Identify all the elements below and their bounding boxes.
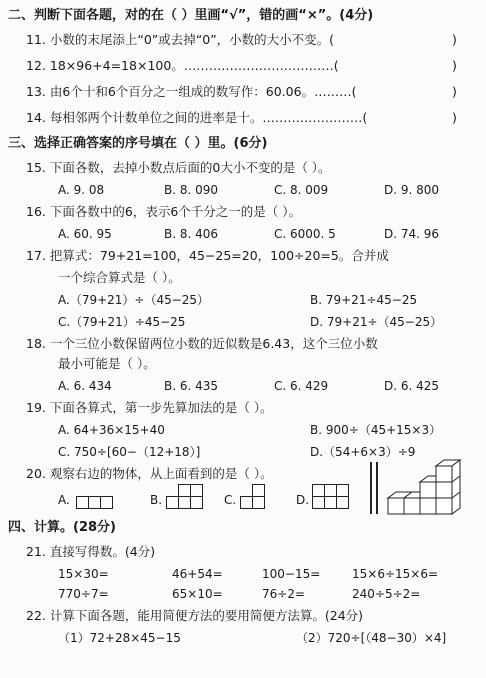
q18-text: 一个三位小数保留两位小数的近似数是6.43，这个三位小数 (49, 336, 378, 351)
cube-stack-figure (386, 460, 482, 518)
q17-number: 17. (26, 248, 46, 263)
q19-option-d[interactable]: D.（54+6×3）÷9 (310, 445, 416, 459)
q11-number: 11. (26, 32, 46, 47)
q17-text-line2: 一个综合算式是（ ）。 (58, 270, 181, 285)
q16-option-c[interactable]: C. 6000. 5 (274, 227, 336, 241)
q19-option-b[interactable]: B. 900÷（45+15×3） (310, 423, 442, 437)
q14-number: 14. (26, 110, 46, 125)
q18-text-line2: 最小可能是（ ）。 (58, 356, 156, 371)
q13-text: 由6个十和6个百分之一组成的数写作：60.06。………( (49, 84, 357, 99)
q17 (26, 248, 389, 264)
q20-option-d[interactable]: D. (296, 493, 310, 507)
q17-option-b[interactable]: B. 79+21÷45−25 (310, 293, 418, 307)
q21-r2-c1[interactable]: 770÷7= (58, 587, 109, 601)
q20-option-b-grid-icon (166, 484, 226, 512)
q20-option-a-grid-icon (76, 490, 136, 510)
q21-r1-c3[interactable]: 100−15= (262, 567, 321, 581)
q22-part-2[interactable]: （2）720÷[（48−30）×4] (296, 631, 447, 645)
q16-number: 16. (26, 204, 46, 219)
q15-option-a[interactable]: A. 9. 08 (58, 183, 105, 197)
q11 (26, 32, 334, 48)
q13 (26, 84, 356, 100)
q18-number: 18. (26, 336, 46, 351)
q21-r1-c1[interactable]: 15×30= (58, 567, 109, 581)
q19-text: 下面各算式，第一步先算加法的是（ ）。 (49, 400, 273, 415)
q21 (26, 544, 155, 560)
q19-option-a[interactable]: A. 64+36×15+40 (58, 423, 165, 437)
q15-option-c[interactable]: C. 8. 009 (274, 183, 329, 197)
q20 (26, 466, 273, 482)
q18-option-a[interactable]: A. 6. 434 (58, 379, 112, 393)
q14-text: 每相邻两个计数单位之间的进率是十。……………………( (49, 110, 368, 125)
q20-option-b[interactable]: B. (150, 493, 163, 507)
q15-option-b[interactable]: B. 8. 090 (164, 183, 219, 197)
section4-heading: 四、计算。(28分) (8, 520, 116, 535)
q12-answer-paren[interactable]: ) (452, 58, 457, 73)
q20-option-c-grid-icon (240, 484, 280, 512)
q15 (26, 160, 331, 176)
q21-text: 直接写得数。(4分) (49, 544, 156, 559)
q17-option-a[interactable]: A.（79+21）÷（45−25） (58, 293, 210, 307)
q16-option-b[interactable]: B. 8. 406 (164, 227, 219, 241)
q21-number: 21. (26, 544, 46, 559)
q21-r2-c4[interactable]: 240÷5÷2= (352, 587, 421, 601)
q21-r1-c2[interactable]: 46+54= (172, 567, 223, 581)
q20-option-a[interactable]: A. (58, 493, 70, 507)
q20-text: 观察右边的物体，从上面看到的是（ ）。 (49, 466, 273, 481)
q12-number: 12. (26, 58, 46, 73)
q18 (26, 336, 378, 352)
q20-number: 20. (26, 466, 46, 481)
q20-option-c[interactable]: C. (224, 493, 237, 507)
q22-number: 22. (26, 608, 46, 623)
q22-part-1[interactable]: （1）72+28×45−15 (58, 631, 181, 645)
section3-heading: 三、选择正确答案的序号填在（ ）里。(6分) (8, 136, 268, 151)
q16-option-d[interactable]: D. 74. 96 (384, 227, 440, 241)
q18-option-b[interactable]: B. 6. 435 (164, 379, 219, 393)
q11-answer-paren[interactable]: ) (452, 32, 457, 47)
q22-text: 计算下面各题，能用简便方法的要用简便方法算。(24分) (49, 608, 364, 623)
q17-text: 把算式：79+21=100，45−25=20，100÷20=5。合并成 (49, 248, 389, 263)
q12 (26, 58, 339, 74)
q21-r1-c4[interactable]: 15×6÷15×6= (352, 567, 439, 581)
section2-heading: 二、判断下面各题，对的在（ ）里画“√”，错的画“×”。(4分) (8, 8, 374, 23)
figure-divider-left (370, 462, 372, 514)
q14 (26, 110, 367, 126)
q13-number: 13. (26, 84, 46, 99)
q15-option-d[interactable]: D. 9. 800 (384, 183, 440, 197)
q12-text: 18×96+4=18×100。………………………………( (49, 58, 339, 73)
q21-r2-c3[interactable]: 76÷2= (262, 587, 306, 601)
q15-number: 15. (26, 160, 46, 175)
q15-text: 下面各数，去掉小数点后面的0大小不变的是（ ）。 (49, 160, 331, 175)
q22 (26, 608, 363, 624)
q20-option-d-grid-icon (312, 484, 372, 512)
q16-option-a[interactable]: A. 60. 95 (58, 227, 112, 241)
q16-text: 下面各数中的6，表示6个千分之一的是（ ）。 (49, 204, 302, 219)
q14-answer-paren[interactable]: ) (452, 110, 457, 125)
q21-r2-c2[interactable]: 65×10= (172, 587, 223, 601)
q18-option-c[interactable]: C. 6. 429 (274, 379, 329, 393)
figure-divider-right (376, 462, 378, 514)
q17-option-d[interactable]: D. 79+21÷（45−25） (310, 315, 443, 329)
q19-number: 19. (26, 400, 46, 415)
q19 (26, 400, 273, 416)
q17-option-c[interactable]: C.（79+21）÷45−25 (58, 315, 186, 329)
q18-option-d[interactable]: D. 6. 425 (384, 379, 440, 393)
q11-text: 小数的末尾添上“0”或去掉“0”，小数的大小不变。( (49, 32, 335, 47)
q19-option-c[interactable]: C. 750÷[60−（12+18）] (58, 445, 201, 459)
q16 (26, 204, 301, 220)
q13-answer-paren[interactable]: ) (452, 84, 457, 99)
